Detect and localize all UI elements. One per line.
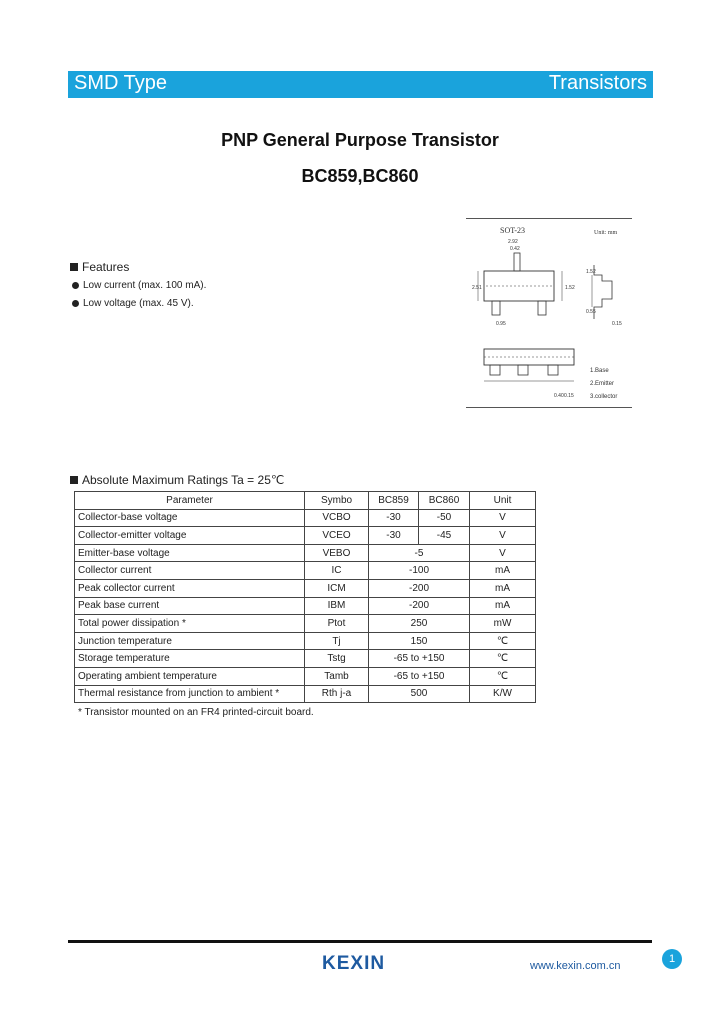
dimension-label: 0.15	[612, 321, 622, 327]
bullet-icon	[72, 282, 79, 289]
page-number: 1	[662, 949, 682, 969]
table-row	[75, 579, 536, 597]
column-header: BC860	[419, 492, 470, 510]
ratings-table	[74, 491, 536, 703]
dimension-label: 0.55	[586, 309, 596, 315]
param-cell: Emitter-base voltage	[75, 544, 305, 562]
table-row	[75, 685, 536, 703]
table-row	[75, 632, 536, 650]
value-cell: -65 to +150	[369, 667, 470, 685]
square-bullet-icon	[70, 476, 78, 484]
dimension-label: 2.51	[472, 285, 482, 291]
value-cell: -50	[419, 509, 470, 527]
value-cell: 250	[369, 615, 470, 633]
unit-cell: V	[470, 544, 536, 562]
unit-cell: V	[470, 509, 536, 527]
unit-cell: mA	[470, 562, 536, 580]
symbol-cell: Tstg	[305, 650, 369, 668]
unit-cell: ℃	[470, 632, 536, 650]
feature-item: Low current (max. 100 mA).	[72, 280, 206, 291]
value-cell: -45	[419, 527, 470, 545]
ratings-heading: Absolute Maximum Ratings Ta = 25℃	[70, 473, 284, 487]
bullet-icon	[72, 300, 79, 307]
column-header: Unit	[470, 492, 536, 510]
symbol-cell: VCBO	[305, 509, 369, 527]
header-bar	[68, 71, 653, 98]
value-cell: -200	[369, 579, 470, 597]
param-cell: Collector current	[75, 562, 305, 580]
page-title: PNP General Purpose Transistor	[221, 130, 499, 150]
param-cell: Collector-base voltage	[75, 509, 305, 527]
unit-cell: mA	[470, 579, 536, 597]
dimension-label: 2.92	[508, 239, 518, 245]
symbol-cell: VCEO	[305, 527, 369, 545]
value-cell: -100	[369, 562, 470, 580]
header-product-type: Transistors	[548, 72, 647, 94]
kexin-logo: KEXIN	[322, 953, 386, 974]
table-row	[75, 667, 536, 685]
value-cell: -200	[369, 597, 470, 615]
param-cell: Peak collector current	[75, 579, 305, 597]
square-bullet-icon	[70, 263, 78, 271]
value-cell: -5	[369, 544, 470, 562]
pin-label: 1.Base	[590, 368, 609, 374]
table-row	[75, 650, 536, 668]
package-name: SOT-23	[500, 226, 526, 235]
column-header: Parameter	[75, 492, 305, 510]
value-cell: 150	[369, 632, 470, 650]
header-category: SMD Type	[74, 72, 167, 94]
symbol-cell: ICM	[305, 579, 369, 597]
table-row	[75, 509, 536, 527]
table-row	[75, 597, 536, 615]
pin-label: 3.collector	[590, 394, 618, 400]
website-link[interactable]: www.kexin.com.cn	[530, 960, 621, 972]
symbol-cell: Ptot	[305, 615, 369, 633]
table-header-row	[75, 492, 536, 510]
param-cell: Junction temperature	[75, 632, 305, 650]
column-header: Symbo	[305, 492, 369, 510]
symbol-cell: IBM	[305, 597, 369, 615]
symbol-cell: IC	[305, 562, 369, 580]
symbol-cell: Tamb	[305, 667, 369, 685]
pin-label: 2.Emitter	[590, 381, 615, 387]
symbol-cell: VEBO	[305, 544, 369, 562]
column-header: BC859	[369, 492, 419, 510]
table-row	[75, 562, 536, 580]
param-cell: Total power dissipation *	[75, 615, 305, 633]
unit-cell: mA	[470, 597, 536, 615]
table-row	[75, 544, 536, 562]
param-cell: Peak base current	[75, 597, 305, 615]
unit-cell: mW	[470, 615, 536, 633]
param-cell: Operating ambient temperature	[75, 667, 305, 685]
value-cell: 500	[369, 685, 470, 703]
footer-divider	[68, 940, 652, 943]
unit-cell: ℃	[470, 650, 536, 668]
footnote: * Transistor mounted on an FR4 printed-circuit board.	[78, 707, 314, 718]
dimension-label: 1.52	[565, 285, 575, 291]
param-cell: Storage temperature	[75, 650, 305, 668]
value-cell: -65 to +150	[369, 650, 470, 668]
symbol-cell: Rth j-a	[305, 685, 369, 703]
symbol-cell: Tj	[305, 632, 369, 650]
param-cell: Thermal resistance from junction to ambient *	[75, 685, 305, 703]
unit-cell: V	[470, 527, 536, 545]
package-drawing	[466, 218, 632, 408]
dimension-label: 1.52	[586, 269, 596, 275]
dimension-label: 0.42	[510, 246, 520, 252]
dimension-label: 0.40	[554, 393, 564, 399]
features-heading: Features	[70, 260, 129, 274]
table-row	[75, 615, 536, 633]
package-unit: Unit: mm	[594, 230, 618, 236]
dimension-label: 0.15	[564, 393, 574, 399]
table-row	[75, 527, 536, 545]
value-cell: -30	[369, 509, 419, 527]
unit-cell: K/W	[470, 685, 536, 703]
feature-item: Low voltage (max. 45 V).	[72, 298, 194, 309]
dimension-label: 0.95	[496, 321, 506, 327]
param-cell: Collector-emitter voltage	[75, 527, 305, 545]
unit-cell: ℃	[470, 667, 536, 685]
part-numbers: BC859,BC860	[301, 166, 419, 186]
value-cell: -30	[369, 527, 419, 545]
